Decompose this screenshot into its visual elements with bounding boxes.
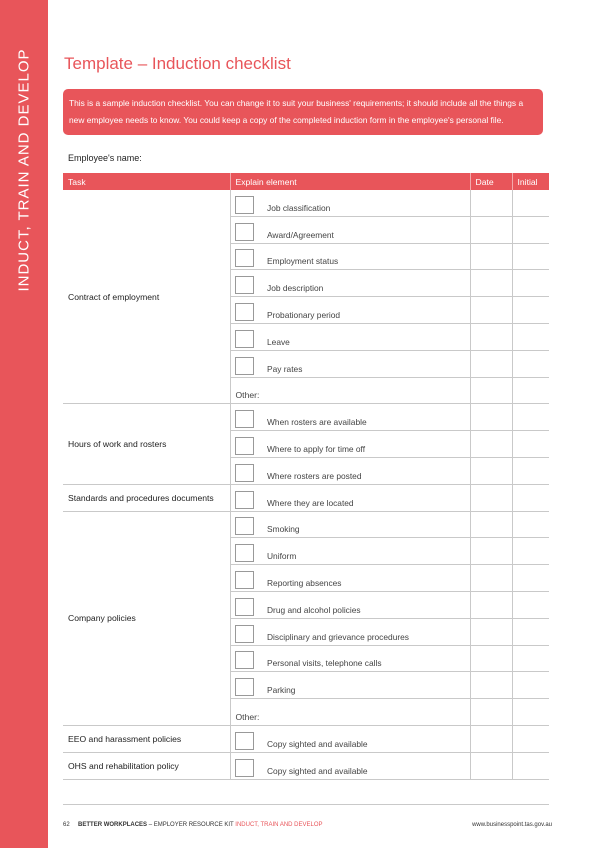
task-cell: Hours of work and rosters — [63, 404, 230, 484]
checkbox[interactable] — [235, 410, 254, 428]
explain-element-text: Drug and alcohol policies — [265, 591, 470, 618]
explain-element-text: Employment status — [265, 243, 470, 270]
table-row — [63, 752, 549, 779]
checkbox-cell — [230, 645, 265, 672]
table-body — [63, 190, 549, 804]
table-row-blank — [63, 779, 549, 804]
initial-cell[interactable] — [512, 297, 549, 324]
header-initial: Initial — [512, 173, 549, 190]
explain-element-text: Personal visits, telephone calls — [265, 645, 470, 672]
initial-cell[interactable] — [512, 404, 549, 431]
checkbox[interactable] — [235, 544, 254, 562]
date-cell[interactable] — [470, 190, 512, 216]
explain-element-text: Parking — [265, 672, 470, 699]
table-row — [63, 725, 549, 752]
initial-cell[interactable] — [512, 699, 549, 726]
initial-cell[interactable] — [512, 725, 549, 752]
checkbox[interactable] — [235, 651, 254, 669]
explain-element-text: Reporting absences — [265, 565, 470, 592]
intro-box: This is a sample induction checklist. You can change it to suit your business' requirements; it should include all the things a new employee needs to know. You could keep a copy of the completed induction form in the employee's personal file. — [63, 89, 543, 135]
checkbox-cell — [230, 538, 265, 565]
table-header-row — [63, 173, 549, 190]
checkbox-cell — [230, 243, 265, 270]
checkbox-cell — [230, 484, 265, 511]
initial-cell[interactable] — [512, 377, 549, 404]
explain-element-text: When rosters are available — [265, 404, 470, 431]
initial-cell[interactable] — [512, 270, 549, 297]
checkbox-cell — [230, 323, 265, 350]
task-cell: Standards and procedures documents — [63, 484, 230, 511]
initial-cell[interactable] — [512, 565, 549, 592]
checkbox-cell — [230, 190, 265, 216]
initial-cell[interactable] — [512, 591, 549, 618]
explain-element-text: Where to apply for time off — [265, 431, 470, 458]
footer-brand: BETTER WORKPLACES — [78, 822, 148, 828]
checkbox-cell — [230, 672, 265, 699]
checkbox-cell — [230, 270, 265, 297]
date-cell[interactable] — [470, 350, 512, 377]
footer-kit: – EMPLOYER RESOURCE KIT — [147, 822, 236, 828]
date-cell[interactable] — [470, 645, 512, 672]
task-cell: Contract of employment — [63, 190, 230, 404]
date-cell[interactable] — [470, 511, 512, 538]
date-cell[interactable] — [470, 618, 512, 645]
checkbox-cell — [230, 752, 265, 779]
explain-element-text: Probationary period — [265, 297, 470, 324]
table-row — [63, 511, 549, 538]
date-cell[interactable] — [470, 457, 512, 484]
checkbox-cell — [230, 216, 265, 243]
initial-cell[interactable] — [512, 538, 549, 565]
initial-cell[interactable] — [512, 323, 549, 350]
explain-element-text: Smoking — [265, 511, 470, 538]
checkbox[interactable] — [235, 464, 254, 482]
header-date: Date — [470, 173, 512, 190]
checkbox-cell — [230, 457, 265, 484]
initial-cell[interactable] — [512, 350, 549, 377]
date-cell[interactable] — [470, 538, 512, 565]
checkbox[interactable] — [235, 196, 254, 214]
footer-left — [63, 822, 323, 828]
initial-cell[interactable] — [512, 190, 549, 216]
initial-cell[interactable] — [512, 618, 549, 645]
checkbox-cell — [230, 297, 265, 324]
initial-cell[interactable] — [512, 752, 549, 779]
checkbox[interactable] — [235, 357, 254, 375]
footer-url: www.businesspoint.tas.gov.au — [472, 822, 552, 828]
date-cell[interactable] — [470, 699, 512, 726]
explain-element-text: Copy sighted and available — [265, 752, 470, 779]
checkbox[interactable] — [235, 678, 254, 696]
checkbox[interactable] — [235, 303, 254, 321]
explain-element-text: Leave — [265, 323, 470, 350]
induction-checklist-table — [63, 173, 549, 805]
date-cell[interactable] — [470, 484, 512, 511]
checkbox[interactable] — [235, 517, 254, 535]
checkbox[interactable] — [235, 276, 254, 294]
task-cell: OHS and rehabilitation policy — [63, 752, 230, 779]
date-cell[interactable] — [470, 672, 512, 699]
checkbox[interactable] — [235, 223, 254, 241]
explain-element-text: Job description — [265, 270, 470, 297]
checkbox-cell — [230, 725, 265, 752]
sidebar — [0, 0, 48, 848]
checkbox-cell — [230, 511, 265, 538]
date-cell[interactable] — [470, 565, 512, 592]
table-row — [63, 484, 549, 511]
explain-element-text: Uniform — [265, 538, 470, 565]
initial-cell[interactable] — [512, 216, 549, 243]
header-task: Task — [63, 173, 230, 190]
explain-element-text: Where rosters are posted — [265, 457, 470, 484]
explain-element-text: Copy sighted and available — [265, 725, 470, 752]
initial-cell[interactable] — [512, 457, 549, 484]
employee-name-label: Employee's name: — [68, 153, 142, 163]
checkbox-cell — [230, 404, 265, 431]
checkbox[interactable] — [235, 732, 254, 750]
explain-element-text: Where they are located — [265, 484, 470, 511]
explain-element-text: Disciplinary and grievance procedures — [265, 618, 470, 645]
blank-cell[interactable] — [63, 779, 549, 804]
checkbox[interactable] — [235, 625, 254, 643]
initial-cell[interactable] — [512, 672, 549, 699]
checkbox[interactable] — [235, 571, 254, 589]
date-cell[interactable] — [470, 216, 512, 243]
table-row — [63, 190, 549, 216]
checkbox-cell — [230, 431, 265, 458]
other-label: Other: — [230, 699, 470, 726]
date-cell[interactable] — [470, 404, 512, 431]
task-cell: Company policies — [63, 511, 230, 725]
date-cell[interactable] — [470, 591, 512, 618]
checkbox-cell — [230, 618, 265, 645]
date-cell[interactable] — [470, 377, 512, 404]
checkbox-cell — [230, 591, 265, 618]
checkbox[interactable] — [235, 249, 254, 267]
checkbox[interactable] — [235, 759, 254, 777]
table-row — [63, 404, 549, 431]
header-explain-element: Explain element — [230, 173, 470, 190]
date-cell[interactable] — [470, 431, 512, 458]
explain-element-text: Award/Agreement — [265, 216, 470, 243]
sidebar-section-title: INDUCT, TRAIN AND DEVELOP — [15, 48, 33, 292]
initial-cell[interactable] — [512, 243, 549, 270]
checkbox-cell — [230, 565, 265, 592]
task-cell: EEO and harassment policies — [63, 725, 230, 752]
checkbox[interactable] — [235, 437, 254, 455]
initial-cell[interactable] — [512, 484, 549, 511]
page-title: Template – Induction checklist — [64, 54, 291, 73]
other-label: Other: — [230, 377, 470, 404]
checkbox[interactable] — [235, 330, 254, 348]
page-number: 62 — [63, 822, 70, 828]
date-cell[interactable] — [470, 323, 512, 350]
checkbox[interactable] — [235, 491, 254, 509]
checkbox-cell — [230, 350, 265, 377]
initial-cell[interactable] — [512, 431, 549, 458]
explain-element-text: Job classification — [265, 190, 470, 216]
explain-element-text: Pay rates — [265, 350, 470, 377]
initial-cell[interactable] — [512, 511, 549, 538]
date-cell[interactable] — [470, 752, 512, 779]
checkbox[interactable] — [235, 598, 254, 616]
footer-section: INDUCT, TRAIN AND DEVELOP — [235, 822, 323, 828]
date-cell[interactable] — [470, 725, 512, 752]
initial-cell[interactable] — [512, 645, 549, 672]
date-cell[interactable] — [470, 243, 512, 270]
date-cell[interactable] — [470, 297, 512, 324]
date-cell[interactable] — [470, 270, 512, 297]
